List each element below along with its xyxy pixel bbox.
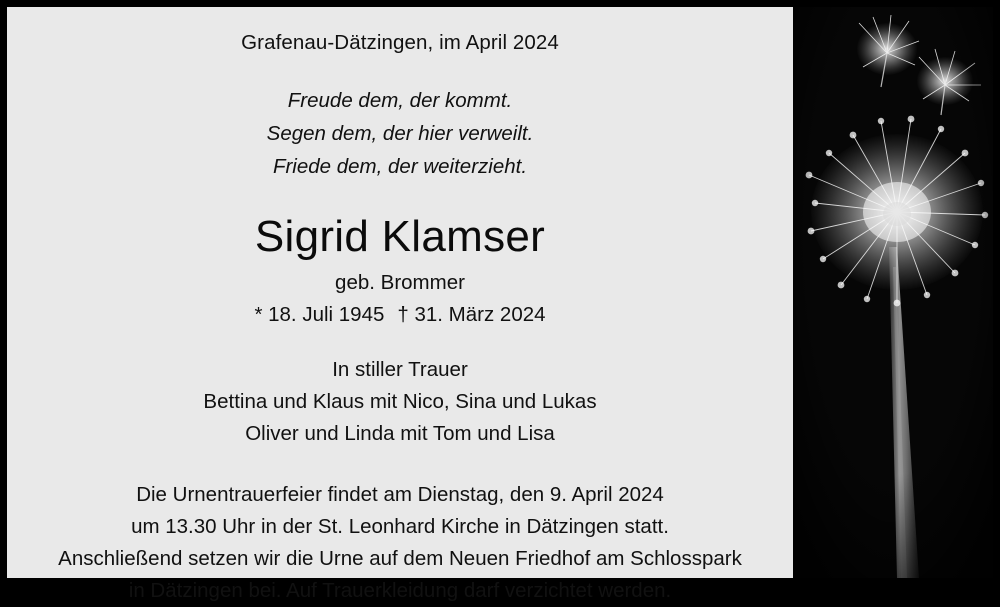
dandelion-seedhead-photo — [793, 7, 993, 578]
mourners-block — [7, 354, 793, 451]
notice-card — [7, 7, 993, 602]
service-line-2: um 13.30 Uhr in der St. Leonhard Kirche in Dätzingen statt. — [131, 514, 669, 538]
place-and-date: Grafenau-Dätzingen, im April 2024 — [241, 31, 559, 54]
notice-image-column — [793, 7, 993, 578]
service-line-3: Anschließend setzen wir die Urne auf dem Neuen Friedhof am Schlosspark — [58, 546, 742, 570]
verse-line-1: Freude dem, der kommt. — [287, 89, 513, 112]
service-details — [7, 479, 793, 607]
mourners-line-2: Oliver und Linda mit Tom und Lisa — [245, 422, 555, 446]
service-line-1: Die Urnentrauerfeier findet am Dienstag, den 9. April 2024 — [136, 482, 664, 506]
service-line-4: in Dätzingen bei. Auf Trauerkleidung darf verzichtet werden. — [128, 578, 672, 602]
verse-line-2: Segen dem, der hier verweilt. — [266, 122, 534, 146]
life-dates — [7, 303, 793, 327]
mourners-line-1: Bettina und Klaus mit Nico, Sina und Lukas — [203, 389, 597, 413]
maiden-name: geb. Brommer — [335, 270, 465, 294]
deceased-name: Sigrid Klamser — [254, 211, 546, 261]
birth-date: * 18. Juli 1945 — [254, 302, 385, 326]
death-date: † 31. März 2024 — [397, 302, 546, 326]
verse-block — [7, 84, 793, 184]
verse-line-3: Friede dem, der weiterzieht. — [272, 155, 528, 179]
mourning-intro: In stiller Trauer — [332, 357, 468, 381]
notice-text-column — [7, 7, 793, 602]
